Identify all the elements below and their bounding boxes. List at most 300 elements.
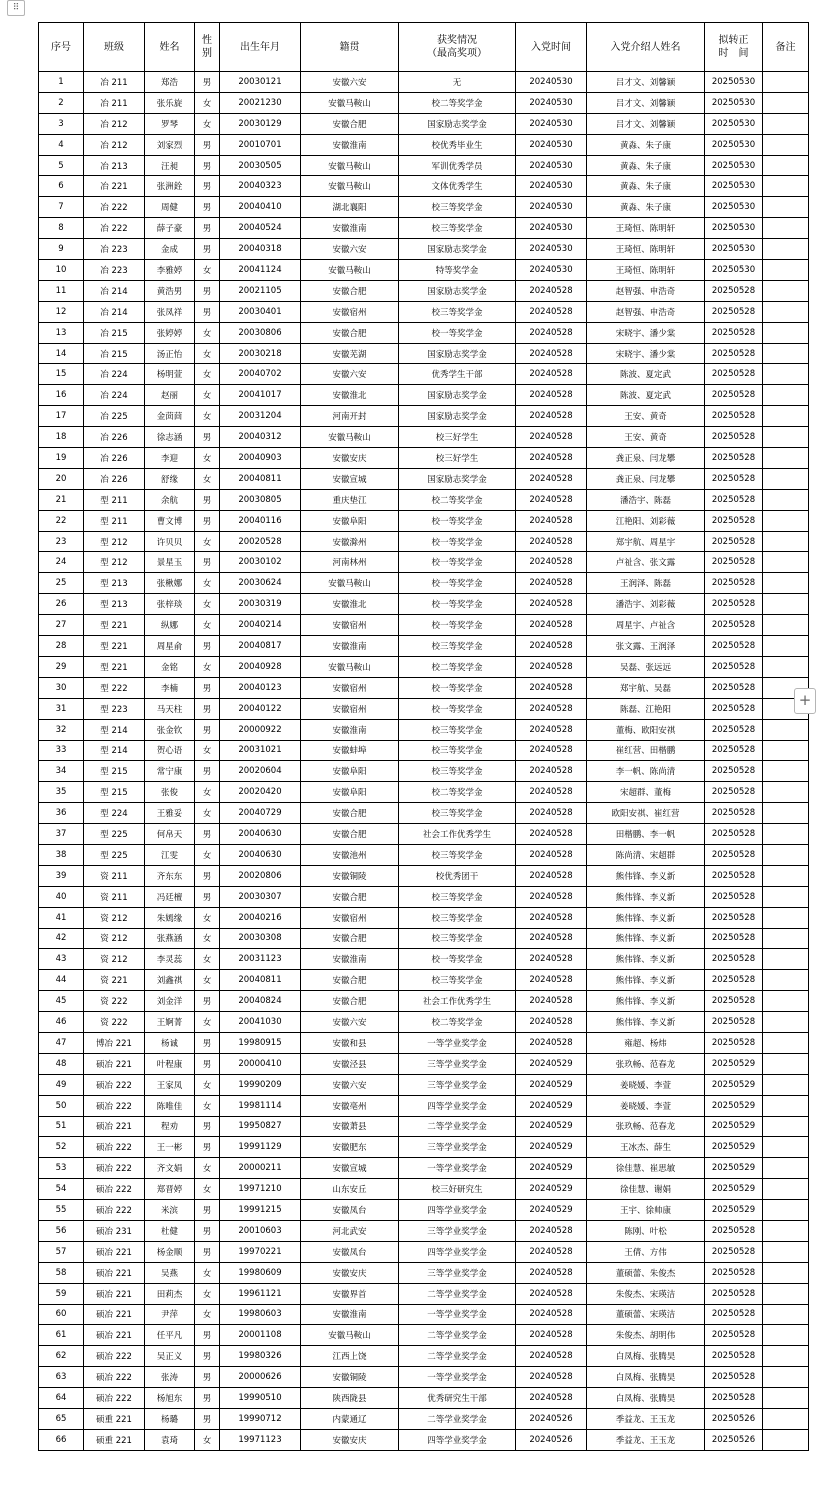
cell-name: 杨金顺 (145, 1241, 195, 1262)
cell-name: 杨诚 (145, 1032, 195, 1053)
cell-awards: 校三等奖学金 (399, 761, 516, 782)
cell-class: 冶 213 (84, 155, 145, 176)
cell-awards: 无 (399, 72, 516, 93)
cell-probation-end: 20250528 (705, 865, 763, 886)
cell-awards: 国家励志奖学金 (399, 239, 516, 260)
cell-name: 王雅妥 (145, 803, 195, 824)
cell-native-place: 安徽凤台 (301, 1241, 399, 1262)
cell-probation-end: 20250530 (705, 134, 763, 155)
cell-remarks (763, 970, 809, 991)
cell-remarks (763, 1137, 809, 1158)
cell-awards: 校三等奖学金 (399, 844, 516, 865)
cell-introducers: 董硕蕾、朱俊杰 (587, 1262, 705, 1283)
cell-native-place: 河北武安 (301, 1220, 399, 1241)
cell-native-place: 安徽淮北 (301, 385, 399, 406)
cell-probation-end: 20250528 (705, 1283, 763, 1304)
cell-birth: 20021105 (220, 280, 301, 301)
cell-native-place: 安徽淮南 (301, 636, 399, 657)
cell-native-place: 安徽六安 (301, 1012, 399, 1033)
cell-class: 硕冶 222 (84, 1200, 145, 1221)
cell-introducers: 陈尚清、宋超群 (587, 844, 705, 865)
cell-seq: 64 (39, 1388, 84, 1409)
cell-introducers: 张玖畅、范春龙 (587, 1116, 705, 1137)
cell-class: 型 212 (84, 531, 145, 552)
cell-name: 尹萍 (145, 1304, 195, 1325)
cell-remarks (763, 448, 809, 469)
cell-seq: 11 (39, 280, 84, 301)
table-row (39, 1241, 809, 1262)
cell-native-place: 安徽合肥 (301, 113, 399, 134)
cell-remarks (763, 719, 809, 740)
table-row (39, 322, 809, 343)
cell-native-place: 安徽阜阳 (301, 510, 399, 531)
cell-class: 冶 212 (84, 113, 145, 134)
cell-native-place: 安徽马鞍山 (301, 656, 399, 677)
cell-join-date: 20240529 (516, 1074, 587, 1095)
cell-awards: 国家励志奖学金 (399, 385, 516, 406)
cell-name: 张俊 (145, 782, 195, 803)
cell-birth: 19971210 (220, 1179, 301, 1200)
cell-native-place: 安徽铜陵 (301, 865, 399, 886)
cell-join-date: 20240528 (516, 824, 587, 845)
cell-seq: 53 (39, 1158, 84, 1179)
cell-class: 冶 225 (84, 406, 145, 427)
table-row (39, 886, 809, 907)
cell-introducers: 王倩、方伟 (587, 1241, 705, 1262)
cell-class: 硕重 221 (84, 1429, 145, 1450)
table-row (39, 364, 809, 385)
cell-probation-end: 20250528 (705, 322, 763, 343)
cell-awards: 校三等奖学金 (399, 719, 516, 740)
cell-probation-end: 20250528 (705, 698, 763, 719)
cell-birth: 19980603 (220, 1304, 301, 1325)
cell-remarks (763, 343, 809, 364)
cell-introducers: 雍超、杨炜 (587, 1032, 705, 1053)
cell-name: 张洲銓 (145, 176, 195, 197)
cell-introducers: 卢祉含、张文露 (587, 552, 705, 573)
cell-probation-end: 20250530 (705, 239, 763, 260)
cell-remarks (763, 385, 809, 406)
cell-native-place: 安徽合肥 (301, 824, 399, 845)
cell-gender: 女 (195, 322, 220, 343)
cell-seq: 46 (39, 1012, 84, 1033)
cell-remarks (763, 1241, 809, 1262)
cell-awards: 四等学业奖学金 (399, 1200, 516, 1221)
cell-probation-end: 20250528 (705, 677, 763, 698)
table-row (39, 552, 809, 573)
cell-name: 程劝 (145, 1116, 195, 1137)
cell-introducers: 田楷鹏、李一帆 (587, 824, 705, 845)
cell-name: 舒缘 (145, 468, 195, 489)
table-row (39, 427, 809, 448)
cell-introducers: 江艳阳、刘彩薇 (587, 510, 705, 531)
cell-remarks (763, 301, 809, 322)
cell-class: 资 221 (84, 970, 145, 991)
cell-birth: 19991215 (220, 1200, 301, 1221)
cell-birth: 20000922 (220, 719, 301, 740)
table-row (39, 113, 809, 134)
cell-awards: 四等学业奖学金 (399, 1095, 516, 1116)
table-row (39, 865, 809, 886)
cell-introducers: 王琦恒、陈明轩 (587, 260, 705, 281)
cell-birth: 20020604 (220, 761, 301, 782)
column-header-birth: 出生年月 (220, 23, 301, 72)
cell-class: 冶 211 (84, 92, 145, 113)
cell-remarks (763, 176, 809, 197)
cell-name: 金茴茴 (145, 406, 195, 427)
cell-probation-end: 20250528 (705, 385, 763, 406)
table-row (39, 970, 809, 991)
cell-birth: 20010701 (220, 134, 301, 155)
cell-name: 金成 (145, 239, 195, 260)
cell-birth: 20041030 (220, 1012, 301, 1033)
cell-name: 陈唯佳 (145, 1095, 195, 1116)
cell-join-date: 20240528 (516, 322, 587, 343)
table-row (39, 239, 809, 260)
cell-awards: 校一等奖学金 (399, 510, 516, 531)
cell-remarks (763, 427, 809, 448)
table-row (39, 489, 809, 510)
cell-introducers: 赵智强、申浩奇 (587, 301, 705, 322)
cell-gender: 男 (195, 1241, 220, 1262)
cell-probation-end: 20250530 (705, 92, 763, 113)
cell-seq: 15 (39, 364, 84, 385)
cell-name: 刘金洋 (145, 991, 195, 1012)
cell-remarks (763, 1388, 809, 1409)
cell-introducers: 吕才文、刘馨颖 (587, 72, 705, 93)
table-row (39, 677, 809, 698)
cell-remarks (763, 740, 809, 761)
cell-birth: 20040729 (220, 803, 301, 824)
cell-probation-end: 20250529 (705, 1179, 763, 1200)
cell-join-date: 20240528 (516, 949, 587, 970)
cell-class: 型 221 (84, 615, 145, 636)
cell-native-place: 安徽和县 (301, 1032, 399, 1053)
cell-class: 型 214 (84, 719, 145, 740)
cell-class: 冶 222 (84, 218, 145, 239)
cell-gender: 女 (195, 1304, 220, 1325)
cell-remarks (763, 1325, 809, 1346)
cell-gender: 女 (195, 1429, 220, 1450)
cell-join-date: 20240528 (516, 552, 587, 573)
cell-remarks (763, 928, 809, 949)
cell-seq: 19 (39, 448, 84, 469)
cell-gender: 女 (195, 448, 220, 469)
table-row (39, 1346, 809, 1367)
cell-gender: 女 (195, 844, 220, 865)
table-row (39, 1032, 809, 1053)
cell-probation-end: 20250528 (705, 1241, 763, 1262)
cell-class: 冶 226 (84, 468, 145, 489)
cell-seq: 44 (39, 970, 84, 991)
cell-probation-end: 20250530 (705, 72, 763, 93)
cell-probation-end: 20250528 (705, 886, 763, 907)
cell-gender: 男 (195, 865, 220, 886)
cell-remarks (763, 782, 809, 803)
table-move-handle-icon[interactable]: ⠿ (7, 0, 25, 16)
cell-birth: 20040630 (220, 824, 301, 845)
table-row (39, 761, 809, 782)
cell-native-place: 陕西陇县 (301, 1388, 399, 1409)
cell-gender: 女 (195, 970, 220, 991)
cell-class: 型 221 (84, 636, 145, 657)
cell-awards: 校优秀团干 (399, 865, 516, 886)
cell-name: 杨璐 (145, 1409, 195, 1430)
cell-birth: 20040216 (220, 907, 301, 928)
cell-name: 徐志涵 (145, 427, 195, 448)
cell-native-place: 安徽六安 (301, 72, 399, 93)
cell-remarks (763, 1053, 809, 1074)
cell-birth: 20030218 (220, 343, 301, 364)
cell-native-place: 安徽阜阳 (301, 782, 399, 803)
cell-native-place: 安徽合肥 (301, 803, 399, 824)
cell-name: 齐文娟 (145, 1158, 195, 1179)
cell-birth: 20001108 (220, 1325, 301, 1346)
table-row (39, 280, 809, 301)
column-header-class: 班级 (84, 23, 145, 72)
cell-awards: 校三等奖学金 (399, 740, 516, 761)
cell-join-date: 20240528 (516, 301, 587, 322)
cell-remarks (763, 594, 809, 615)
cell-name: 王一彬 (145, 1137, 195, 1158)
cell-introducers: 潘浩宇、陈磊 (587, 489, 705, 510)
cell-probation-end: 20250528 (705, 740, 763, 761)
cell-join-date: 20240528 (516, 1283, 587, 1304)
add-row-plus-icon[interactable]: + (794, 688, 816, 714)
cell-class: 硕冶 222 (84, 1388, 145, 1409)
cell-native-place: 内蒙通辽 (301, 1409, 399, 1430)
cell-class: 型 222 (84, 677, 145, 698)
cell-remarks (763, 1074, 809, 1095)
cell-native-place: 山东安丘 (301, 1179, 399, 1200)
cell-remarks (763, 155, 809, 176)
cell-join-date: 20240528 (516, 656, 587, 677)
cell-gender: 男 (195, 698, 220, 719)
cell-seq: 36 (39, 803, 84, 824)
cell-seq: 14 (39, 343, 84, 364)
cell-class: 型 213 (84, 594, 145, 615)
cell-introducers: 宋晓宇、潘少棠 (587, 343, 705, 364)
cell-seq: 32 (39, 719, 84, 740)
cell-name: 薛子豪 (145, 218, 195, 239)
cell-birth: 20000211 (220, 1158, 301, 1179)
cell-introducers: 白凤梅、张腾昊 (587, 1367, 705, 1388)
cell-probation-end: 20250528 (705, 928, 763, 949)
cell-name: 李迎 (145, 448, 195, 469)
cell-remarks (763, 1262, 809, 1283)
cell-name: 杨明萱 (145, 364, 195, 385)
cell-introducers: 朱俊杰、宋瑛洁 (587, 1283, 705, 1304)
cell-class: 冶 224 (84, 364, 145, 385)
cell-seq: 57 (39, 1241, 84, 1262)
cell-probation-end: 20250528 (705, 907, 763, 928)
cell-native-place: 安徽马鞍山 (301, 260, 399, 281)
cell-gender: 男 (195, 1032, 220, 1053)
cell-birth: 20030805 (220, 489, 301, 510)
cell-class: 资 222 (84, 991, 145, 1012)
cell-native-place: 安徽合肥 (301, 280, 399, 301)
cell-join-date: 20240526 (516, 1429, 587, 1450)
cell-native-place: 安徽宣城 (301, 1158, 399, 1179)
cell-class: 冶 215 (84, 322, 145, 343)
cell-awards: 校一等奖学金 (399, 552, 516, 573)
cell-remarks (763, 406, 809, 427)
cell-native-place: 安徽宿州 (301, 615, 399, 636)
table-row (39, 531, 809, 552)
cell-class: 硕冶 221 (84, 1325, 145, 1346)
cell-probation-end: 20250530 (705, 155, 763, 176)
cell-probation-end: 20250528 (705, 949, 763, 970)
cell-class: 型 223 (84, 698, 145, 719)
cell-gender: 女 (195, 594, 220, 615)
cell-introducers: 熊伟锋、李义新 (587, 886, 705, 907)
cell-remarks (763, 803, 809, 824)
cell-native-place: 安徽合肥 (301, 970, 399, 991)
cell-seq: 30 (39, 677, 84, 698)
cell-name: 吴正义 (145, 1346, 195, 1367)
cell-native-place: 安徽凤台 (301, 1200, 399, 1221)
cell-gender: 女 (195, 1095, 220, 1116)
cell-probation-end: 20250528 (705, 1388, 763, 1409)
cell-remarks (763, 1158, 809, 1179)
cell-seq: 22 (39, 510, 84, 531)
cell-native-place: 江西上饶 (301, 1346, 399, 1367)
cell-gender: 男 (195, 1367, 220, 1388)
cell-seq: 54 (39, 1179, 84, 1200)
table-row (39, 1220, 809, 1241)
table-row (39, 1137, 809, 1158)
cell-probation-end: 20250528 (705, 656, 763, 677)
cell-awards: 校二等奖学金 (399, 1012, 516, 1033)
cell-probation-end: 20250529 (705, 1053, 763, 1074)
cell-gender: 男 (195, 886, 220, 907)
cell-introducers: 陈波、夏定武 (587, 364, 705, 385)
cell-awards: 二等学业奖学金 (399, 1325, 516, 1346)
cell-seq: 66 (39, 1429, 84, 1450)
cell-join-date: 20240528 (516, 991, 587, 1012)
cell-class: 硕冶 222 (84, 1095, 145, 1116)
cell-name: 周健 (145, 197, 195, 218)
cell-seq: 12 (39, 301, 84, 322)
cell-probation-end: 20250530 (705, 260, 763, 281)
cell-name: 江雯 (145, 844, 195, 865)
cell-probation-end: 20250528 (705, 1012, 763, 1033)
cell-probation-end: 20250530 (705, 113, 763, 134)
cell-class: 资 212 (84, 928, 145, 949)
cell-name: 冯廷檀 (145, 886, 195, 907)
cell-name: 任平凡 (145, 1325, 195, 1346)
cell-gender: 女 (195, 1074, 220, 1095)
cell-join-date: 20240528 (516, 740, 587, 761)
table-row (39, 468, 809, 489)
cell-join-date: 20240528 (516, 510, 587, 531)
cell-probation-end: 20250530 (705, 197, 763, 218)
cell-probation-end: 20250528 (705, 489, 763, 510)
cell-join-date: 20240528 (516, 761, 587, 782)
cell-class: 硕冶 221 (84, 1262, 145, 1283)
cell-native-place: 安徽马鞍山 (301, 176, 399, 197)
cell-class: 硕冶 221 (84, 1283, 145, 1304)
cell-join-date: 20240528 (516, 615, 587, 636)
cell-class: 硕冶 221 (84, 1116, 145, 1137)
cell-probation-end: 20250528 (705, 782, 763, 803)
cell-awards: 社会工作优秀学生 (399, 991, 516, 1012)
table-row (39, 406, 809, 427)
table-row (39, 949, 809, 970)
cell-gender: 男 (195, 1200, 220, 1221)
cell-gender: 女 (195, 907, 220, 928)
cell-birth: 20030307 (220, 886, 301, 907)
column-header-name: 姓名 (145, 23, 195, 72)
cell-class: 硕冶 222 (84, 1137, 145, 1158)
cell-probation-end: 20250530 (705, 218, 763, 239)
cell-introducers: 王润泽、陈磊 (587, 573, 705, 594)
cell-seq: 42 (39, 928, 84, 949)
cell-class: 硕冶 221 (84, 1241, 145, 1262)
cell-seq: 3 (39, 113, 84, 134)
cell-awards: 校三等奖学金 (399, 886, 516, 907)
cell-introducers: 董硕蕾、宋瑛洁 (587, 1304, 705, 1325)
cell-gender: 女 (195, 656, 220, 677)
cell-introducers: 郑宇航、吴磊 (587, 677, 705, 698)
cell-introducers: 陈刚、叶松 (587, 1220, 705, 1241)
cell-remarks (763, 1283, 809, 1304)
cell-remarks (763, 552, 809, 573)
cell-birth: 20020528 (220, 531, 301, 552)
cell-awards: 校二等奖学金 (399, 656, 516, 677)
cell-native-place: 安徽宿州 (301, 698, 399, 719)
cell-awards: 校三等奖学金 (399, 301, 516, 322)
cell-class: 型 221 (84, 656, 145, 677)
cell-awards: 校一等奖学金 (399, 322, 516, 343)
cell-name: 杜健 (145, 1220, 195, 1241)
cell-remarks (763, 322, 809, 343)
table-row (39, 636, 809, 657)
cell-introducers: 王琦恒、陈明轩 (587, 239, 705, 260)
cell-class: 冶 223 (84, 239, 145, 260)
cell-gender: 女 (195, 364, 220, 385)
cell-birth: 20020806 (220, 865, 301, 886)
cell-native-place: 安徽宿州 (301, 907, 399, 928)
cell-probation-end: 20250528 (705, 301, 763, 322)
cell-awards: 三等学业奖学金 (399, 1220, 516, 1241)
cell-class: 型 225 (84, 824, 145, 845)
cell-seq: 45 (39, 991, 84, 1012)
cell-name: 吴燕 (145, 1262, 195, 1283)
cell-probation-end: 20250528 (705, 824, 763, 845)
cell-introducers: 熊伟锋、李义新 (587, 949, 705, 970)
cell-remarks (763, 949, 809, 970)
cell-introducers: 崔红营、田楷鹏 (587, 740, 705, 761)
cell-birth: 19950827 (220, 1116, 301, 1137)
cell-class: 博冶 221 (84, 1032, 145, 1053)
cell-seq: 26 (39, 594, 84, 615)
cell-class: 型 215 (84, 761, 145, 782)
cell-native-place: 安徽合肥 (301, 928, 399, 949)
cell-introducers: 陈波、夏定武 (587, 385, 705, 406)
cell-join-date: 20240528 (516, 1032, 587, 1053)
cell-join-date: 20240530 (516, 155, 587, 176)
cell-join-date: 20240528 (516, 406, 587, 427)
cell-probation-end: 20250528 (705, 594, 763, 615)
cell-name: 罗琴 (145, 113, 195, 134)
cell-awards: 二等学业奖学金 (399, 1283, 516, 1304)
cell-introducers: 张文露、王润泽 (587, 636, 705, 657)
cell-remarks (763, 134, 809, 155)
cell-join-date: 20240528 (516, 343, 587, 364)
cell-name: 周星俞 (145, 636, 195, 657)
table-row (39, 782, 809, 803)
